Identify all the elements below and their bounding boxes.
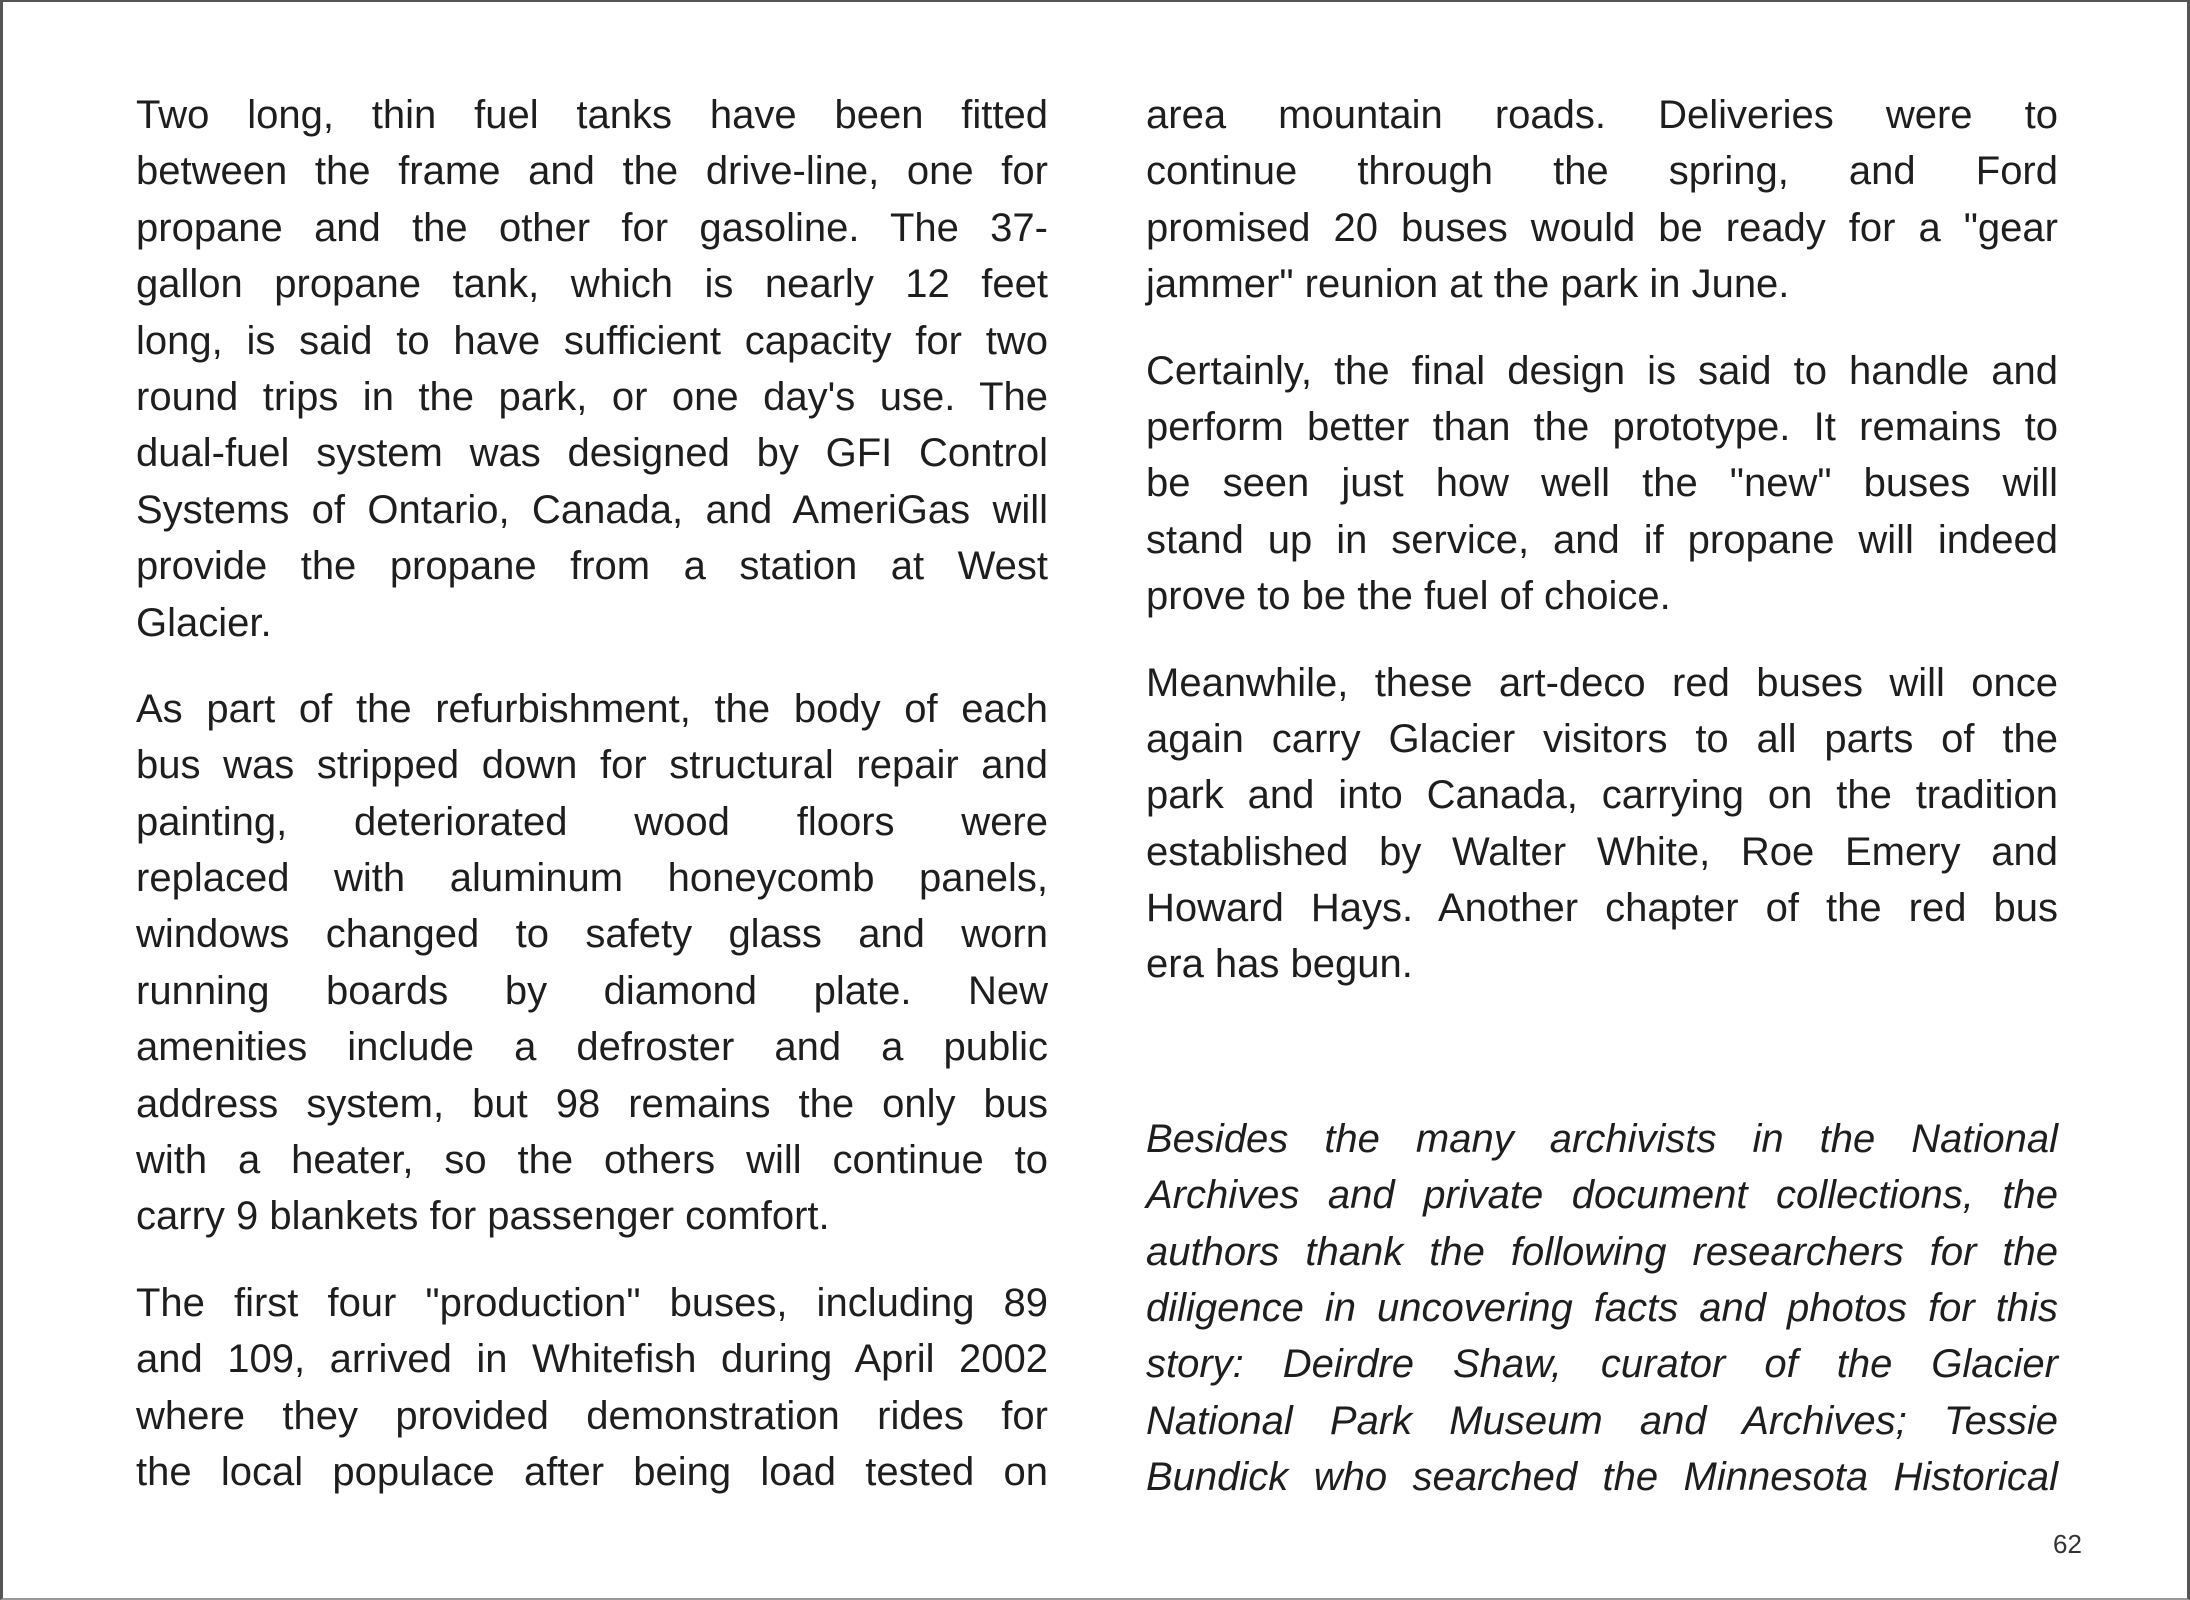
paragraph-deliveries	[1146, 87, 2058, 313]
text-line: Besides the many archivists in the National	[1146, 1116, 2058, 1161]
text-line: bus was stripped down for structural repair and	[136, 743, 1048, 788]
text-line: established by Walter White, Roe Emery and	[1146, 829, 2058, 874]
text-line: painting, deteriorated wood floors were	[136, 799, 1048, 844]
acknowledgement-paragraph	[1146, 1111, 2058, 1506]
right-column	[1146, 87, 2058, 1536]
text-line: prove to be the fuel of choice.	[1146, 574, 1671, 619]
text-line: era has begun.	[1146, 942, 1413, 987]
paragraph-fuel-tanks	[136, 87, 1048, 651]
text-line: Bundick who searched the Minnesota Historical	[1146, 1455, 2058, 1500]
paragraph-refurbishment	[136, 681, 1048, 1245]
text-line: Two long, thin fuel tanks have been fitted	[136, 93, 1048, 137]
text-line: continue through the spring, and Ford	[1146, 149, 2058, 194]
text-line: The first four "production" buses, including 89	[136, 1280, 1048, 1325]
text-line: Howard Hays. Another chapter of the red bus	[1146, 886, 2058, 931]
text-line: again carry Glacier visitors to all parts of the	[1146, 716, 2058, 761]
text-line: carry 9 blankets for passenger comfort.	[136, 1194, 830, 1239]
text-line: running boards by diamond plate. New	[136, 968, 1048, 1013]
text-line: authors thank the following researchers for the	[1146, 1229, 2058, 1274]
paragraph-meanwhile	[1146, 655, 2058, 993]
text-line: the local populace after being load tested on	[136, 1449, 1048, 1494]
text-line: and 109, arrived in Whitefish during April 2002	[136, 1337, 1048, 1382]
text-line: Certainly, the final design is said to handle and	[1146, 348, 2058, 393]
text-line: promised 20 buses would be ready for a "gear	[1146, 205, 2058, 250]
text-line: provide the propane from a station at West	[136, 544, 1048, 589]
text-line: windows changed to safety glass and worn	[136, 912, 1048, 957]
text-line: gallon propane tank, which is nearly 12 feet	[136, 262, 1048, 307]
text-line: story: Deirdre Shaw, curator of the Glacier	[1146, 1342, 2058, 1387]
text-line: Systems of Ontario, Canada, and AmeriGas will	[136, 487, 1048, 532]
text-line: stand up in service, and if propane will indeed	[1146, 517, 2058, 562]
text-line: Meanwhile, these art-deco red buses will once	[1146, 660, 2058, 705]
text-line: amenities include a defroster and a public	[136, 1025, 1048, 1070]
paragraph-final-design	[1146, 343, 2058, 625]
text-line: dual-fuel system was designed by GFI Control	[136, 431, 1048, 476]
text-line: with a heater, so the others will continue to	[136, 1138, 1048, 1183]
text-line: diligence in uncovering facts and photos for this	[1146, 1286, 2058, 1331]
text-line: address system, but 98 remains the only bus	[136, 1081, 1048, 1126]
text-line: round trips in the park, or one day's use. The	[136, 374, 1048, 419]
text-line: National Park Museum and Archives; Tessie	[1146, 1398, 2058, 1443]
text-line: be seen just how well the "new" buses will	[1146, 461, 2058, 506]
text-line: propane and the other for gasoline. The 37-	[136, 205, 1048, 250]
text-line: As part of the refurbishment, the body of each	[136, 686, 1048, 731]
text-line: park and into Canada, carrying on the tradition	[1146, 773, 2058, 818]
text-line: Archives and private document collections, the	[1146, 1173, 2058, 1218]
text-line: where they provided demonstration rides for	[136, 1393, 1048, 1438]
left-column	[136, 87, 1048, 1530]
page-number: 62	[2053, 1529, 2082, 1559]
paragraph-production-buses	[136, 1275, 1048, 1501]
text-line: between the frame and the drive-line, one for	[136, 149, 1048, 194]
text-line: long, is said to have sufficient capacity for two	[136, 318, 1048, 363]
text-line: Glacier.	[136, 600, 272, 645]
text-line: jammer" reunion at the park in June.	[1146, 262, 1790, 307]
text-line: perform better than the prototype. It remains to	[1146, 404, 2058, 449]
text-line: replaced with aluminum honeycomb panels,	[136, 856, 1048, 901]
text-line: area mountain roads. Deliveries were to	[1146, 93, 2058, 137]
